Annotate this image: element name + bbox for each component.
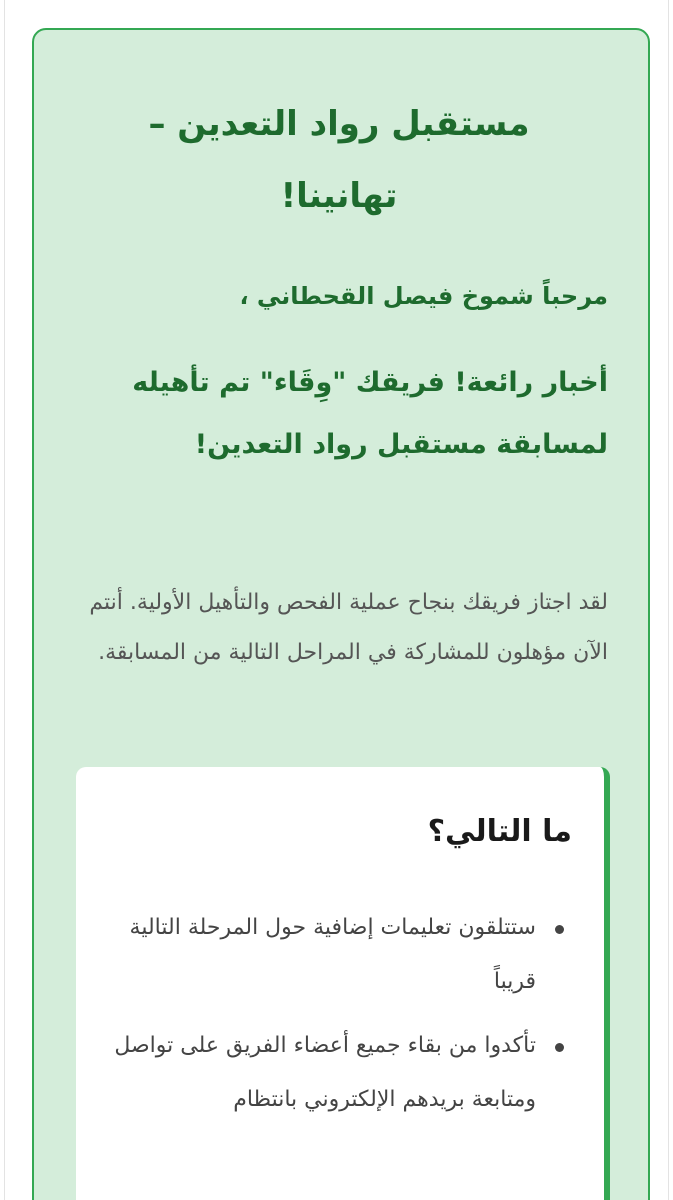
qualification-news: أخبار رائعة! فريقك "وِقَاء" تم تأهيله لمسابقة مستقبل رواد التعدين! — [132, 367, 608, 460]
congratulations-card — [32, 28, 650, 1200]
greeting-text: مرحباً شموخ فيصل القحطاني ، — [239, 282, 608, 310]
list-item — [102, 901, 572, 1009]
list-item-text: تأكدوا من بقاء جميع أعضاء الفريق على تواصل ومتابعة بريدهم الإلكتروني بانتظام — [114, 1033, 536, 1112]
page-edge-right — [668, 0, 669, 1200]
whats-next-box — [76, 767, 610, 1200]
bullet-icon — [555, 1043, 564, 1052]
whats-next-list — [102, 901, 572, 1137]
page-edge-left — [4, 0, 5, 1200]
bullet-icon — [555, 925, 564, 934]
list-item-text: ستتلقون تعليمات إضافية حول المرحلة التالية قريباً — [129, 915, 536, 994]
list-item — [102, 1019, 572, 1127]
whats-next-title: ما التالي؟ — [427, 814, 572, 849]
card-title: مستقبل رواد التعدين – تهانينا! — [148, 104, 530, 216]
qualification-details: لقد اجتاز فريقك بنجاح عملية الفحص والتأهيل الأولية. أنتم الآن مؤهلون للمشاركة في المراحل التالية من المسابقة. — [89, 590, 608, 665]
